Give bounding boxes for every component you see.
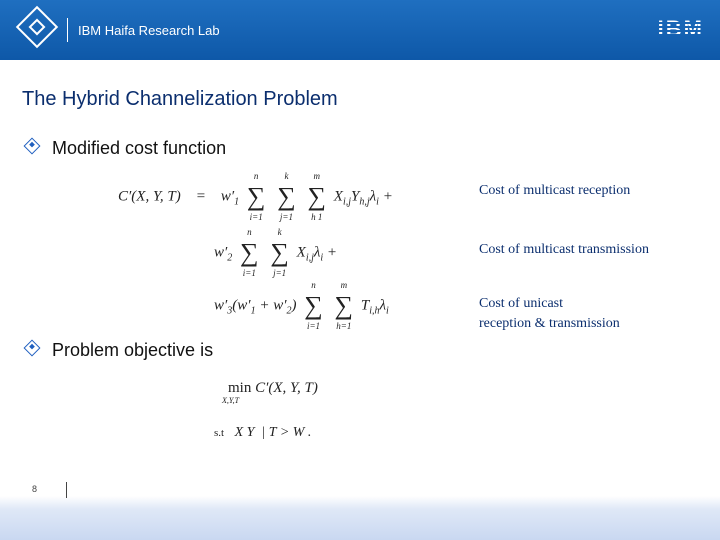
objective-min-subscript: X,Y,T [222, 396, 240, 405]
footer-divider [66, 482, 67, 498]
annotation-multicast-reception: Cost of multicast reception [479, 183, 631, 198]
page-number: 8 [32, 484, 38, 494]
equation-line-3: $w'_3(w'_1 + w'_2)$ n ∑ i=1 m ∑ h=1 $T_{i,h}\lambda_i$ [214, 280, 389, 331]
annotation-multicast-transmission: Cost of multicast transmission [479, 242, 649, 257]
bullet-text: Modified cost function [52, 138, 227, 158]
annotation-unicast-line2: reception & transmission [479, 316, 620, 331]
bullet-modified-cost [26, 138, 226, 159]
lab-name: IBM Haifa Research Lab [78, 23, 220, 38]
bullet-problem-objective [26, 340, 213, 361]
objective-min: min C′(X, Y, T) [228, 380, 318, 396]
ibm-research-logo-icon [16, 6, 58, 48]
bullet-text: Problem objective is [52, 340, 214, 360]
objective-constraint: s.t X Y | T > W . [214, 425, 312, 440]
equation-line-2: $w'_2$ n ∑ i=1 k ∑ j=1 $X_{i,j}\lambda_i$ + [214, 227, 338, 278]
header-divider [67, 18, 68, 42]
annotation-unicast-line1: Cost of unicast [479, 296, 563, 311]
diamond-bullet-icon [24, 340, 41, 357]
footer-bar [0, 496, 720, 540]
equation-line-1: C′(X, Y, T) = $w'_1$ n ∑ i=1 k ∑ j=1 m ∑ h 1 $X_{i,j}Y_{h,j}\lambda_i$ + [118, 171, 393, 222]
slide-title: The Hybrid Channelization Problem [22, 88, 338, 110]
diamond-bullet-icon [24, 138, 41, 155]
header-bar [0, 0, 720, 60]
ibm-logo: IBM [657, 16, 704, 41]
